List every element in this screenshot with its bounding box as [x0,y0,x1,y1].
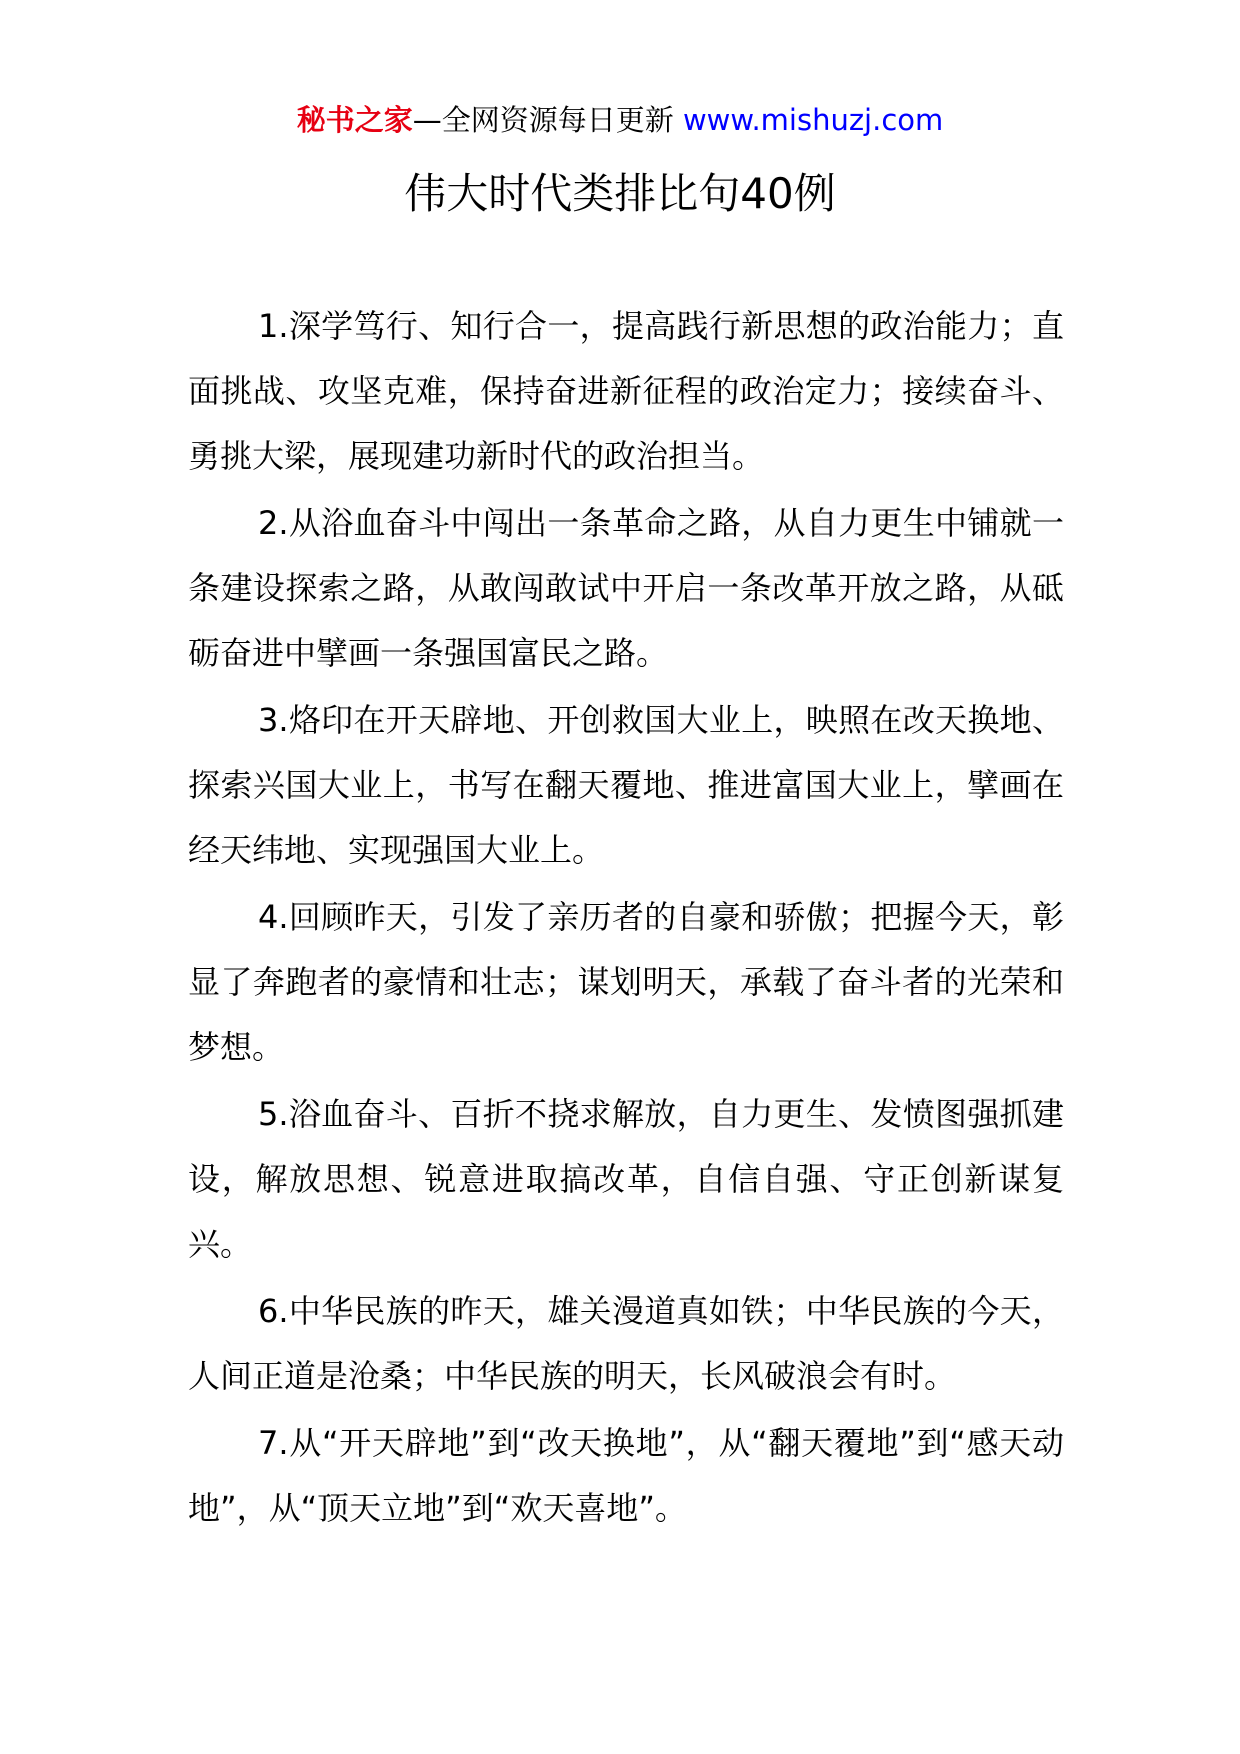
site-header [0,100,1240,140]
document-title: 伟大时代类排比句40例 [404,169,836,218]
paragraph-1: 1.深学笃行、知行合一，提高践行新思想的政治能力；直面挑战、攻坚克难，保持奋进新征程的政治定力；接续奋斗、勇挑大梁，展现建功新时代的政治担当。 [188,307,1064,475]
document-body [188,294,1064,1543]
site-url-link[interactable]: www.mishuzj.com [682,103,944,137]
paragraph-6: 6.中华民族的昨天，雄关漫道真如铁；中华民族的今天，人间正道是沧桑；中华民族的明天，长风破浪会有时。 [188,1292,1064,1395]
site-slogan: —全网资源每日更新 [412,103,683,137]
paragraph-3: 3.烙印在开天辟地、开创救国大业上，映照在改天换地、探索兴国大业上，书写在翻天覆地、推进富国大业上，擘画在经天纬地、实现强国大业上。 [188,701,1064,869]
site-brand: 秘书之家 [296,103,413,137]
paragraph-4: 4.回顾昨天，引发了亲历者的自豪和骄傲；把握今天，彰显了奔跑者的豪情和壮志；谋划明天，承载了奋斗者的光荣和梦想。 [188,898,1064,1066]
paragraph-5: 5.浴血奋斗、百折不挠求解放，自力更生、发愤图强抓建设，解放思想、锐意进取搞改革，自信自强、守正创新谋复兴。 [188,1095,1064,1263]
paragraph-2: 2.从浴血奋斗中闯出一条革命之路，从自力更生中铺就一条建设探索之路，从敢闯敢试中开启一条改革开放之路，从砥砺奋进中擘画一条强国富民之路。 [188,504,1064,672]
paragraph-7: 7.从“开天辟地”到“改天换地”，从“翻天覆地”到“感天动地”，从“顶天立地”到“欢天喜地”。 [188,1424,1064,1527]
